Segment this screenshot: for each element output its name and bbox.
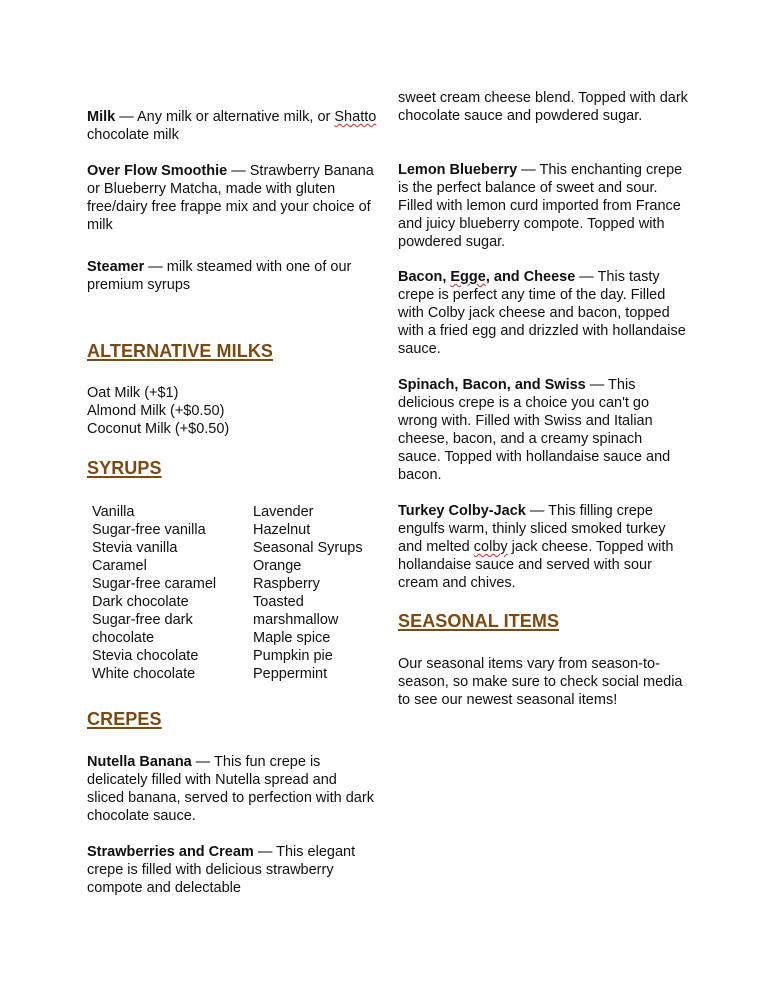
item-description: This tasty crepe is perfect any time of the day. Filled with Colby jack cheese and bacon, topped with a fried egg and drizzled with hollandaise sauce. bbox=[398, 269, 686, 357]
list-item: Seasonal Syrups bbox=[253, 540, 363, 556]
heading-alternative-milks: ALTERNATIVE MILKS bbox=[87, 341, 274, 361]
list-item: Sugar-free dark bbox=[92, 612, 193, 628]
seasonal-items-text bbox=[398, 655, 688, 709]
item-description-end: chocolate milk bbox=[87, 127, 179, 143]
separator: — bbox=[115, 109, 137, 125]
item-description: This fun crepe is delicately filled with Nutella spread and sliced banana, served to perfection with dark chocolate sauce. bbox=[87, 754, 374, 824]
item-name-start: Bacon, bbox=[398, 269, 451, 285]
item-name: Turkey Colby-Jack bbox=[398, 503, 526, 519]
heading-syrups: SYRUPS bbox=[87, 458, 162, 478]
seasonal-description: Our seasonal items vary from season-to-season, so make sure to check social media to see our newest seasonal items! bbox=[398, 656, 683, 708]
list-item: Coconut Milk (+$0.50) bbox=[87, 421, 230, 437]
syrups-column-1 bbox=[92, 503, 242, 683]
list-item: Lavender bbox=[253, 504, 314, 520]
spellcheck-flagged-word: Shatto bbox=[334, 109, 377, 125]
item-name: Nutella Banana bbox=[87, 754, 192, 770]
heading-crepes: CREPES bbox=[87, 709, 162, 729]
list-item: chocolate bbox=[92, 630, 155, 646]
separator: — bbox=[585, 377, 609, 393]
alternative-milks-list bbox=[87, 384, 377, 438]
separator: — bbox=[253, 844, 277, 860]
list-item: Stevia vanilla bbox=[92, 540, 178, 556]
separator: — bbox=[227, 163, 250, 179]
list-item: Dark chocolate bbox=[92, 594, 189, 610]
spellcheck-flagged-word: Egge bbox=[450, 269, 486, 285]
list-item: Pumpkin pie bbox=[253, 648, 333, 664]
menu-item-nutella-banana bbox=[87, 753, 377, 825]
item-name: Over Flow Smoothie bbox=[87, 163, 228, 179]
heading-seasonal-items: SEASONAL ITEMS bbox=[398, 611, 560, 631]
item-description: This delicious crepe is a choice you can't go wrong with. Filled with Swiss and Italian cheese, bacon, and a creamy spinach sauce. Topped with hollandaise sauce and bacon. bbox=[398, 377, 671, 483]
separator: — bbox=[144, 259, 167, 275]
list-item: marshmallow bbox=[253, 612, 339, 628]
separator: — bbox=[517, 162, 540, 178]
list-item: Caramel bbox=[92, 558, 147, 574]
list-item: White chocolate bbox=[92, 666, 196, 682]
syrups-column-2 bbox=[253, 503, 383, 683]
item-description: This enchanting crepe is the perfect balance of sweet and sour. Filled with lemon curd imported from France and juicy blueberry compote. Topped with powdered sugar. bbox=[398, 162, 683, 250]
list-item: Oat Milk (+$1) bbox=[87, 385, 179, 401]
item-description: This elegant crepe is filled with delicious strawberry compote and delectable bbox=[87, 844, 356, 896]
item-description-continued: sweet cream cheese blend. Topped with dark chocolate sauce and powdered sugar. bbox=[398, 90, 688, 124]
list-item: Sugar-free caramel bbox=[92, 576, 217, 592]
item-name bbox=[398, 269, 575, 285]
menu-item-turkey-colby-jack bbox=[398, 502, 688, 592]
menu-item-spinach-bacon-swiss bbox=[398, 376, 688, 484]
menu-item-strawberries-and-cream bbox=[87, 843, 377, 897]
menu-item-bacon-egg-cheese bbox=[398, 268, 688, 358]
spellcheck-flagged-word: colby bbox=[473, 539, 508, 555]
list-item: Vanilla bbox=[92, 504, 135, 520]
item-name: Strawberries and Cream bbox=[87, 844, 254, 860]
item-name: Lemon Blueberry bbox=[398, 162, 518, 178]
menu-item-lemon-blueberry bbox=[398, 161, 688, 251]
list-item: Stevia chocolate bbox=[92, 648, 199, 664]
menu-item-over-flow-smoothie bbox=[87, 162, 377, 234]
list-item: Orange bbox=[253, 558, 302, 574]
item-name: Steamer bbox=[87, 259, 145, 275]
list-item: Sugar-free vanilla bbox=[92, 522, 206, 538]
item-description-end: jack cheese. Topped with hollandaise sauce and served with sour cream and chives. bbox=[398, 539, 674, 591]
item-description: This filling crepe engulfs warm, thinly sliced smoked turkey and melted bbox=[398, 503, 666, 555]
menu-item-milk bbox=[87, 108, 377, 144]
separator: — bbox=[575, 269, 598, 285]
list-item: Peppermint bbox=[253, 666, 328, 682]
item-name: Milk bbox=[87, 109, 116, 125]
item-description: Strawberry Banana or Blueberry Matcha, made with gluten free/dairy free frappe mix and your choice of milk bbox=[87, 163, 374, 233]
item-description: milk steamed with one of our premium syrups bbox=[87, 259, 352, 293]
item-description: Any milk or alternative milk, or bbox=[136, 109, 335, 125]
menu-item-steamer bbox=[87, 258, 377, 294]
list-item: Almond Milk (+$0.50) bbox=[87, 403, 225, 419]
menu-item-strawberries-and-cream-continued bbox=[398, 89, 688, 125]
list-item: Raspberry bbox=[253, 576, 320, 592]
list-item: Maple spice bbox=[253, 630, 331, 646]
item-name-end: , and Cheese bbox=[485, 269, 576, 285]
separator: — bbox=[525, 503, 549, 519]
item-name: Spinach, Bacon, and Swiss bbox=[398, 377, 586, 393]
list-item: Hazelnut bbox=[253, 522, 311, 538]
list-item: Toasted bbox=[253, 594, 304, 610]
separator: — bbox=[191, 754, 215, 770]
